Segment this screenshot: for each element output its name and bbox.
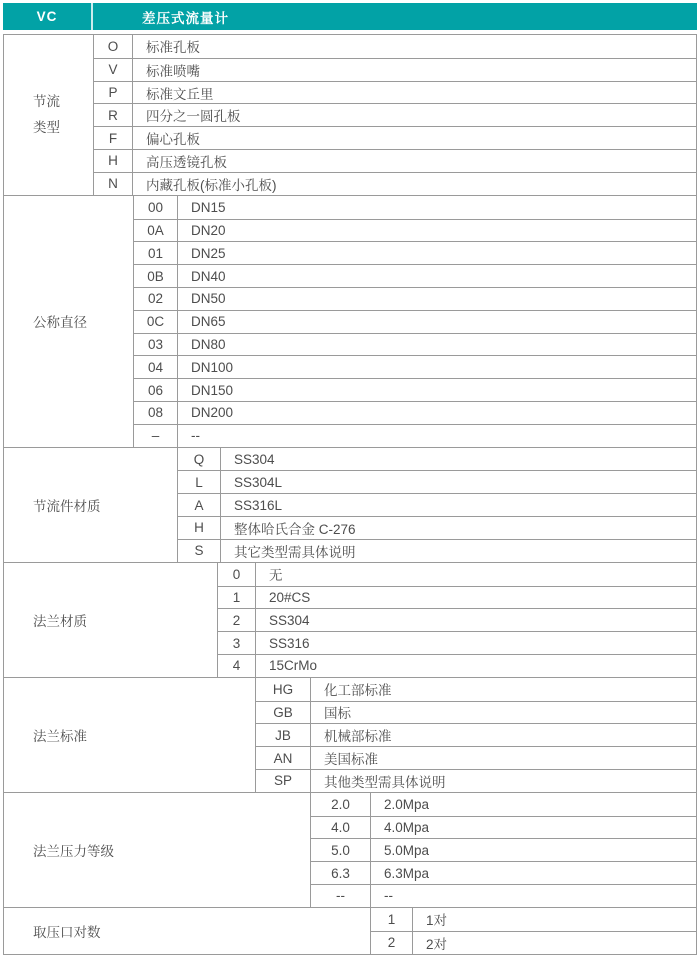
section-label-2 (4, 196, 134, 447)
code-cell: N (94, 173, 133, 195)
desc-cell: 2对 (426, 936, 448, 952)
desc-cell: DN200 (191, 405, 234, 421)
table-row (178, 470, 696, 493)
table-row (94, 103, 696, 126)
desc-cell: DN25 (191, 245, 226, 261)
table-row (218, 563, 696, 586)
desc-cell: SS304 (234, 451, 275, 467)
table-header (3, 3, 697, 30)
table-row (134, 355, 696, 378)
section-rows (94, 35, 696, 195)
desc-cell: 标准喷嘴 (146, 63, 200, 79)
code-cell: P (94, 82, 133, 104)
code-cell: 0A (134, 220, 178, 242)
table-row (134, 310, 696, 333)
code-cell: 06 (134, 379, 178, 401)
table-section-7 (4, 907, 696, 954)
table-row (134, 401, 696, 424)
desc-cell: 15CrMo (269, 658, 318, 674)
desc-cell: 其它类型需具体说明 (234, 544, 356, 560)
table-row (218, 608, 696, 631)
table-row (311, 793, 696, 816)
code-cell: 04 (134, 356, 178, 378)
code-cell: – (134, 425, 178, 447)
model-code-cell: VC (3, 3, 93, 30)
table-row (134, 424, 696, 447)
table-row (178, 539, 696, 562)
section-label-5 (4, 678, 256, 792)
desc-cell: SS304 (269, 612, 310, 628)
table-row (311, 861, 696, 884)
code-cell: 02 (134, 288, 178, 310)
desc-cell: SS316 (269, 635, 310, 651)
desc-cell: 4.0Mpa (384, 820, 430, 836)
code-cell: 2 (371, 932, 413, 954)
table-row (256, 769, 696, 792)
table-row (256, 678, 696, 701)
desc-cell: 5.0Mpa (384, 842, 430, 858)
table-section-4 (4, 562, 696, 677)
code-cell: L (178, 471, 221, 493)
desc-cell: -- (191, 428, 200, 444)
section-label-text: 取压口对数 (33, 924, 101, 940)
desc-cell: SS316L (234, 497, 283, 513)
code-cell: JB (256, 724, 311, 746)
table-row (134, 287, 696, 310)
table-row (218, 586, 696, 609)
table-row (94, 126, 696, 149)
desc-cell: 6.3Mpa (384, 865, 430, 881)
table-row (134, 196, 696, 219)
table-row (178, 493, 696, 516)
desc-cell: 高压透镜孔板 (146, 154, 227, 170)
section-rows (134, 196, 696, 447)
table-row (311, 816, 696, 839)
desc-cell: DN50 (191, 291, 226, 307)
code-cell: 1 (371, 908, 413, 931)
table-section-1 (4, 35, 696, 195)
table-section-6 (4, 792, 696, 907)
code-cell: 4 (218, 655, 256, 677)
code-cell: Q (178, 448, 221, 471)
desc-cell: 1对 (426, 913, 448, 929)
desc-cell: DN20 (191, 222, 226, 238)
table-row (134, 378, 696, 401)
section-rows (311, 793, 696, 907)
section-label-4 (4, 563, 218, 677)
table-section-2 (4, 195, 696, 447)
section-label-6 (4, 793, 311, 907)
code-cell: 2.0 (311, 793, 371, 816)
section-label-text: 节流类型 (33, 93, 60, 135)
desc-cell: 美国标准 (324, 752, 378, 768)
table-row (178, 448, 696, 471)
code-cell: R (94, 104, 133, 126)
table-row (218, 654, 696, 677)
table-row (134, 241, 696, 264)
section-label-7 (4, 908, 371, 954)
section-label-text: 节流件材质 (33, 498, 101, 514)
table-body (3, 34, 697, 955)
code-cell: HG (256, 678, 311, 701)
section-label-text: 公称直径 (33, 315, 87, 331)
code-cell: 6.3 (311, 862, 371, 884)
desc-cell: 20#CS (269, 589, 311, 605)
table-row (134, 219, 696, 242)
code-cell: F (94, 127, 133, 149)
code-cell: GB (256, 702, 311, 724)
table-row (178, 516, 696, 539)
code-cell: 1 (218, 587, 256, 609)
desc-cell: -- (384, 888, 393, 904)
code-cell: 0C (134, 311, 178, 333)
table-row (256, 746, 696, 769)
table-row (311, 838, 696, 861)
section-rows (218, 563, 696, 677)
desc-cell: DN40 (191, 268, 226, 284)
code-cell: 3 (218, 632, 256, 654)
code-cell: -- (311, 885, 371, 907)
desc-cell: SS304L (234, 474, 283, 490)
code-cell: H (94, 150, 133, 172)
section-rows (371, 908, 696, 954)
desc-cell: DN65 (191, 314, 226, 330)
code-cell: 4.0 (311, 817, 371, 839)
table-row (94, 172, 696, 195)
desc-cell: DN80 (191, 336, 226, 352)
code-cell: 00 (134, 196, 178, 219)
desc-cell: 化工部标准 (324, 683, 392, 699)
table-row (94, 149, 696, 172)
desc-cell: 偏心孔板 (146, 132, 200, 148)
code-cell: A (178, 494, 221, 516)
section-label-text: 法兰压力等级 (33, 843, 114, 859)
code-cell: 01 (134, 242, 178, 264)
table-title: 差压式流量计 (142, 10, 229, 26)
code-cell: 0B (134, 265, 178, 287)
code-cell: V (94, 59, 133, 81)
desc-cell: 标准文丘里 (146, 86, 214, 102)
code-cell: 0 (218, 563, 256, 586)
desc-cell: 内藏孔板(标准小孔板) (146, 177, 277, 193)
table-row (371, 931, 696, 954)
code-cell: 5.0 (311, 839, 371, 861)
section-label-3 (4, 448, 178, 562)
table-section-3 (4, 447, 696, 562)
code-cell: S (178, 540, 221, 562)
table-row (256, 723, 696, 746)
desc-cell: 标准孔板 (146, 40, 200, 56)
code-cell: 08 (134, 402, 178, 424)
table-row (94, 35, 696, 58)
table-row (311, 884, 696, 907)
table-row (256, 701, 696, 724)
desc-cell: 无 (269, 568, 283, 584)
code-cell: SP (256, 770, 311, 792)
code-cell: AN (256, 747, 311, 769)
desc-cell: DN15 (191, 199, 226, 215)
desc-cell: 四分之一圆孔板 (146, 109, 241, 125)
section-label-1 (4, 35, 94, 195)
table-row (134, 264, 696, 287)
desc-cell: 机械部标准 (324, 729, 392, 745)
code-cell: H (178, 517, 221, 539)
desc-cell: 国标 (324, 706, 351, 722)
desc-cell: DN100 (191, 359, 234, 375)
desc-cell: 2.0Mpa (384, 796, 430, 812)
code-cell: O (94, 35, 133, 58)
table-row (94, 81, 696, 104)
table-row (218, 631, 696, 654)
section-rows (178, 448, 696, 562)
desc-cell: 其他类型需具体说明 (324, 774, 446, 790)
section-label-text: 法兰标准 (33, 728, 87, 744)
section-rows (256, 678, 696, 792)
code-cell: 03 (134, 334, 178, 356)
code-cell: 2 (218, 609, 256, 631)
table-row (94, 58, 696, 81)
table-section-5 (4, 677, 696, 792)
table-row (371, 908, 696, 931)
desc-cell: 整体哈氏合金 C-276 (234, 521, 356, 537)
section-label-text: 法兰材质 (33, 613, 87, 629)
desc-cell: DN150 (191, 382, 234, 398)
table-row (134, 333, 696, 356)
